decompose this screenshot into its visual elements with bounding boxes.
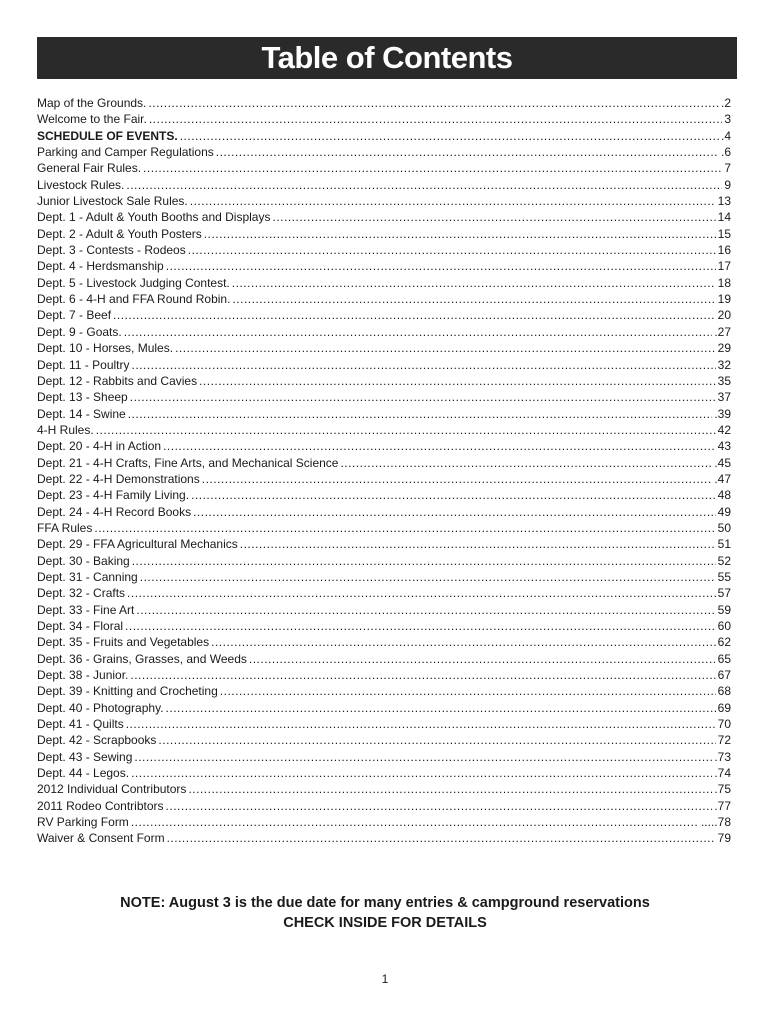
toc-dot-leader bbox=[132, 553, 716, 569]
toc-entry bbox=[37, 160, 731, 176]
toc-entry-label: Welcome to the Fair. bbox=[37, 112, 147, 127]
toc-entry bbox=[37, 765, 731, 781]
toc-dot-leader bbox=[188, 781, 712, 797]
toc-dot-leader bbox=[126, 716, 716, 732]
toc-entry-page: .47 bbox=[714, 471, 731, 486]
toc-entry-page: 32 bbox=[717, 357, 731, 372]
toc-entry-label: Dept. 33 - Fine Art bbox=[37, 602, 135, 617]
toc-entry bbox=[37, 683, 731, 699]
toc-entry bbox=[37, 438, 731, 454]
toc-entry-label: Dept. 3 - Contests - Rodeos bbox=[37, 243, 186, 258]
toc-entry-page: 17 bbox=[717, 259, 731, 274]
toc-entry-page: 20 bbox=[717, 308, 731, 323]
toc-entry-page: 43 bbox=[717, 439, 731, 454]
toc-entry-label: SCHEDULE OF EVENTS. bbox=[37, 128, 178, 143]
toc-dot-leader bbox=[143, 160, 722, 176]
toc-dot-leader bbox=[127, 585, 716, 601]
toc-entry-page: 37 bbox=[717, 390, 731, 405]
toc-entry-page: .4 bbox=[720, 128, 731, 143]
toc-entry bbox=[37, 798, 731, 814]
toc-entry-label: Dept. 1 - Adult & Youth Booths and Displays bbox=[37, 210, 271, 225]
toc-dot-leader bbox=[180, 128, 719, 144]
toc-dot-leader bbox=[191, 487, 716, 503]
toc-dot-leader bbox=[340, 455, 712, 471]
toc-entry bbox=[37, 651, 731, 667]
toc-entry-label: Livestock Rules. bbox=[37, 177, 125, 192]
toc-entry bbox=[37, 291, 731, 307]
toc-entry-page: 67 bbox=[717, 668, 731, 683]
toc-dot-leader bbox=[166, 700, 716, 716]
toc-entry-page: 79 bbox=[717, 831, 731, 846]
toc-entry-label: Dept. 22 - 4-H Demonstrations bbox=[37, 471, 200, 486]
toc-entry-page: 42 bbox=[717, 422, 731, 437]
toc-entry-label: Dept. 44 - Legos. bbox=[37, 766, 130, 781]
toc-entry-label: Dept. 29 - FFA Agricultural Mechanics bbox=[37, 537, 238, 552]
toc-entry-label: Dept. 6 - 4-H and FFA Round Robin. bbox=[37, 292, 231, 307]
toc-entry bbox=[37, 406, 731, 422]
toc-entry-label: Dept. 7 - Beef bbox=[37, 308, 112, 323]
toc-entry-page: 19 bbox=[717, 292, 731, 307]
toc-dot-leader bbox=[140, 569, 716, 585]
toc-entry-label: Dept. 14 - Swine bbox=[37, 406, 126, 421]
toc-dot-leader bbox=[272, 209, 715, 225]
toc-dot-leader bbox=[128, 406, 713, 422]
toc-entry-label: Dept. 30 - Baking bbox=[37, 553, 130, 568]
toc-entry-label: Dept. 39 - Knitting and Crocheting bbox=[37, 684, 218, 699]
toc-entry-page: 70 bbox=[717, 717, 731, 732]
toc-entry-label: Dept. 43 - Sewing bbox=[37, 749, 133, 764]
toc-dot-leader bbox=[134, 749, 712, 765]
toc-entry bbox=[37, 95, 731, 111]
toc-entry-page: 59 bbox=[717, 602, 731, 617]
toc-entry-label: Waiver & Consent Form bbox=[37, 831, 165, 846]
toc-entry bbox=[37, 536, 731, 552]
toc-entry bbox=[37, 732, 731, 748]
page-number: 1 bbox=[381, 972, 389, 986]
toc-entry-page: 18 bbox=[717, 275, 731, 290]
toc-dot-leader bbox=[202, 471, 713, 487]
toc-entry-label: Dept. 24 - 4-H Record Books bbox=[37, 504, 192, 519]
toc-entry bbox=[37, 340, 731, 356]
toc-dot-leader bbox=[166, 258, 716, 274]
toc-entry-page: 48 bbox=[717, 488, 731, 503]
note-line-2: CHECK INSIDE FOR DETAILS bbox=[283, 915, 487, 931]
toc-entry bbox=[37, 634, 731, 650]
toc-dot-leader bbox=[240, 536, 716, 552]
toc-entry-label: Dept. 9 - Goats. bbox=[37, 324, 122, 339]
toc-entry bbox=[37, 357, 731, 373]
toc-dot-leader bbox=[149, 111, 722, 127]
toc-entry-page: 60 bbox=[717, 619, 731, 633]
toc-entry bbox=[37, 389, 731, 405]
toc-entry bbox=[37, 781, 731, 797]
toc-entry bbox=[37, 520, 731, 536]
toc-entry-page: 3 bbox=[724, 112, 731, 127]
toc-dot-leader bbox=[124, 324, 713, 340]
toc-dot-leader bbox=[130, 389, 716, 405]
toc-entry-page: 16 bbox=[717, 243, 731, 258]
toc-entry-page: 57 bbox=[717, 586, 731, 601]
toc-entry bbox=[37, 553, 731, 569]
toc-dot-leader bbox=[167, 830, 716, 846]
toc-entry-label: Dept. 23 - 4-H Family Living. bbox=[37, 488, 190, 503]
toc-entry-label: Dept. 12 - Rabbits and Cavies bbox=[37, 373, 198, 388]
toc-dot-leader bbox=[96, 422, 716, 438]
toc-entry-page: .6 bbox=[720, 145, 731, 160]
toc-entry bbox=[37, 487, 731, 503]
toc-dot-leader bbox=[131, 765, 712, 781]
toc-entry-page: 49 bbox=[717, 504, 731, 519]
toc-dot-leader bbox=[130, 667, 715, 683]
toc-entry bbox=[37, 422, 731, 438]
toc-dot-leader bbox=[188, 242, 716, 258]
toc-entry-page: 50 bbox=[717, 520, 731, 535]
toc-entry-label: Dept. 41 - Quilts bbox=[37, 717, 124, 732]
toc-entry-page: .77 bbox=[714, 798, 731, 813]
toc-entry-label: RV Parking Form bbox=[37, 815, 129, 830]
toc-entry-page: .75 bbox=[714, 782, 731, 797]
note-line-1: NOTE: August 3 is the due date for many entries & campground reservations bbox=[120, 895, 650, 911]
toc-dot-leader bbox=[131, 357, 715, 373]
toc-entry-label: Dept. 40 - Photography. bbox=[37, 700, 164, 715]
toc-entry bbox=[37, 177, 731, 193]
toc-entry bbox=[37, 455, 731, 471]
toc-entry-page: 62 bbox=[717, 635, 731, 650]
toc-entry-page: 52 bbox=[717, 553, 731, 568]
table-of-contents bbox=[37, 95, 731, 847]
toc-entry-label: Dept. 38 - Junior. bbox=[37, 668, 129, 683]
toc-entry bbox=[37, 749, 731, 765]
toc-entry-label: Dept. 21 - 4-H Crafts, Fine Arts, and Mechanical Science bbox=[37, 455, 339, 470]
toc-entry bbox=[37, 193, 731, 209]
toc-entry-label: General Fair Rules. bbox=[37, 161, 142, 176]
toc-entry bbox=[37, 504, 731, 520]
toc-entry bbox=[37, 569, 731, 585]
toc-entry-page: .39 bbox=[714, 406, 731, 421]
toc-entry-page: 65 bbox=[717, 651, 731, 666]
toc-entry bbox=[37, 307, 731, 323]
toc-entry-label: 2012 Individual Contributors bbox=[37, 782, 187, 797]
toc-dot-leader bbox=[211, 634, 716, 650]
toc-entry-page: .74 bbox=[714, 766, 731, 781]
toc-entry-label: Dept. 13 - Sheep bbox=[37, 390, 128, 405]
toc-entry-label: Junior Livestock Sale Rules. bbox=[37, 194, 188, 209]
toc-entry-page: 51 bbox=[717, 537, 731, 552]
page-title: Table of Contents bbox=[37, 37, 737, 79]
toc-dot-leader bbox=[158, 732, 715, 748]
toc-entry bbox=[37, 111, 731, 127]
toc-entry-label: Dept. 35 - Fruits and Vegetables bbox=[37, 635, 210, 650]
toc-dot-leader bbox=[193, 504, 716, 520]
toc-dot-leader bbox=[232, 275, 716, 291]
toc-dot-leader bbox=[136, 602, 715, 618]
toc-entry-page: .....78 bbox=[700, 815, 731, 830]
toc-dot-leader bbox=[220, 683, 716, 699]
toc-entry-page: 29 bbox=[717, 341, 731, 356]
toc-entry bbox=[37, 209, 731, 225]
toc-dot-leader bbox=[148, 95, 719, 111]
toc-entry-page: 72 bbox=[717, 733, 731, 748]
toc-dot-leader bbox=[126, 177, 722, 193]
toc-entry-label: Dept. 4 - Herdsmanship bbox=[37, 259, 164, 274]
toc-entry-page: 7 bbox=[724, 161, 731, 176]
toc-entry bbox=[37, 814, 731, 830]
toc-entry bbox=[37, 128, 731, 144]
toc-dot-leader bbox=[204, 226, 716, 242]
toc-entry-page: 15 bbox=[717, 226, 731, 241]
toc-dot-leader bbox=[232, 291, 715, 307]
toc-entry-label: Dept. 36 - Grains, Grasses, and Weeds bbox=[37, 651, 247, 666]
toc-entry-page: .45 bbox=[714, 455, 731, 470]
toc-entry-label: Dept. 2 - Adult & Youth Posters bbox=[37, 226, 202, 241]
toc-entry bbox=[37, 242, 731, 258]
toc-entry bbox=[37, 830, 731, 846]
toc-entry-page: 35 bbox=[717, 373, 731, 388]
toc-dot-leader bbox=[166, 798, 713, 814]
toc-entry bbox=[37, 602, 731, 618]
toc-entry-page: .27 bbox=[714, 324, 731, 339]
toc-entry-page: .73 bbox=[714, 749, 731, 764]
due-date-note bbox=[0, 893, 770, 933]
toc-entry bbox=[37, 618, 731, 634]
toc-dot-leader bbox=[249, 651, 716, 667]
toc-dot-leader bbox=[131, 814, 699, 830]
toc-dot-leader bbox=[163, 438, 716, 454]
toc-dot-leader bbox=[113, 307, 716, 323]
toc-entry-label: Dept. 5 - Livestock Judging Contest. bbox=[37, 275, 230, 290]
toc-entry bbox=[37, 667, 731, 683]
toc-entry-label: Dept. 32 - Crafts bbox=[37, 586, 126, 601]
toc-entry-page: 68 bbox=[717, 684, 731, 699]
toc-entry-label: 2011 Rodeo Contribtors bbox=[37, 798, 164, 813]
toc-entry-page: 9 bbox=[724, 177, 731, 192]
toc-entry-label: FFA Rules bbox=[37, 520, 93, 535]
toc-entry bbox=[37, 585, 731, 601]
toc-entry-label: Dept. 34 - Floral bbox=[37, 619, 124, 633]
toc-dot-leader bbox=[94, 520, 715, 536]
toc-entry-label: Dept. 20 - 4-H in Action bbox=[37, 439, 162, 454]
toc-dot-leader bbox=[175, 340, 716, 356]
toc-entry-page: .2 bbox=[720, 96, 731, 110]
toc-entry bbox=[37, 716, 731, 732]
toc-entry bbox=[37, 373, 731, 389]
toc-entry-page: 14 bbox=[717, 210, 731, 225]
toc-dot-leader bbox=[199, 373, 716, 389]
toc-entry-label: Dept. 31 - Canning bbox=[37, 569, 138, 584]
toc-dot-leader bbox=[216, 144, 719, 160]
toc-entry-page: 13 bbox=[717, 194, 731, 209]
toc-entry-label: Dept. 42 - Scrapbooks bbox=[37, 733, 157, 748]
toc-entry bbox=[37, 324, 731, 340]
toc-dot-leader bbox=[190, 193, 716, 209]
toc-entry bbox=[37, 700, 731, 716]
toc-dot-leader bbox=[125, 618, 716, 634]
toc-entry-label: Dept. 10 - Horses, Mules. bbox=[37, 341, 174, 356]
toc-entry-label: Map of the Grounds. bbox=[37, 96, 147, 110]
toc-entry bbox=[37, 275, 731, 291]
toc-entry-label: Parking and Camper Regulations bbox=[37, 145, 214, 160]
toc-entry-page: 69 bbox=[717, 700, 731, 715]
toc-entry-label: Dept. 11 - Poultry bbox=[37, 357, 130, 372]
toc-entry-page: 55 bbox=[717, 569, 731, 584]
toc-entry-label: 4-H Rules. bbox=[37, 422, 94, 437]
toc-entry bbox=[37, 226, 731, 242]
toc-entry bbox=[37, 258, 731, 274]
toc-entry bbox=[37, 471, 731, 487]
toc-entry bbox=[37, 144, 731, 160]
